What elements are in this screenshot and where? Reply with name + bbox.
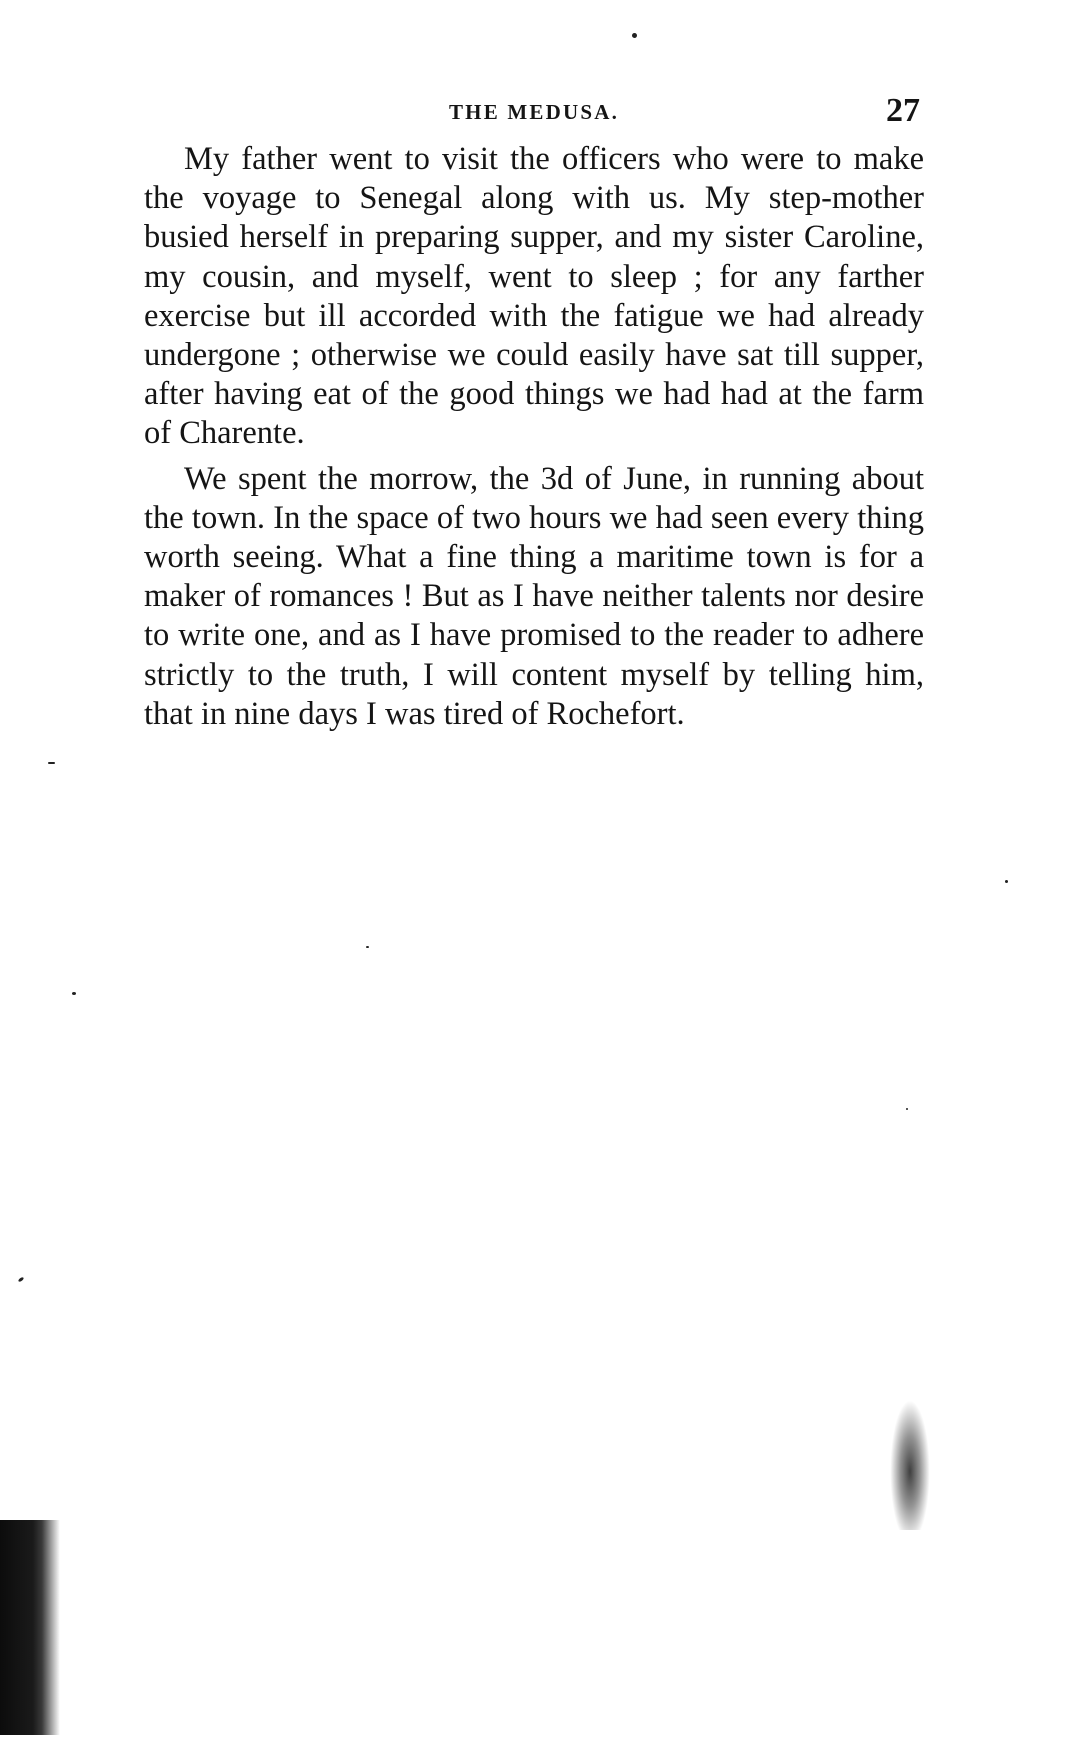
scan-speck [18,1277,25,1283]
paragraph-1: My father went to visit the officers who were to make the voyage to Senegal along with us. My step-mother busied herself in preparing supper, and my sister Caroline, my cousin, and myself, went to sleep ; for any farther exercise but ill accorded with the fatigue we had already undergone ; otherwise we could easily have sat till supper, after having eat of the good things we had had at the farm of Charente. [144,141,924,452]
scan-speck [632,33,637,38]
page-number: 27 [886,92,920,129]
ink-blot [890,1400,930,1530]
running-head [144,92,924,136]
body-text [144,140,924,734]
paragraph-2: We spent the morrow, the 3d of June, in running about the town. In the space of two hours we had seen every thing worth seeing. What a fine thing a maritime town is for a maker of romances ! But as I have neither talents nor desire to write one, and as I have promised to the reader to adhere strictly to the truth, I will content myself by telling him, that in nine days I was tired of Rochefort. [144,460,924,732]
scan-speck [906,1108,908,1110]
scan-speck [72,992,76,995]
scan-speck [48,762,55,764]
running-title: THE MEDUSA. [448,100,620,124]
scan-speck [366,946,369,948]
page-edge-shadow [0,1520,60,1735]
scan-speck [1005,880,1008,883]
